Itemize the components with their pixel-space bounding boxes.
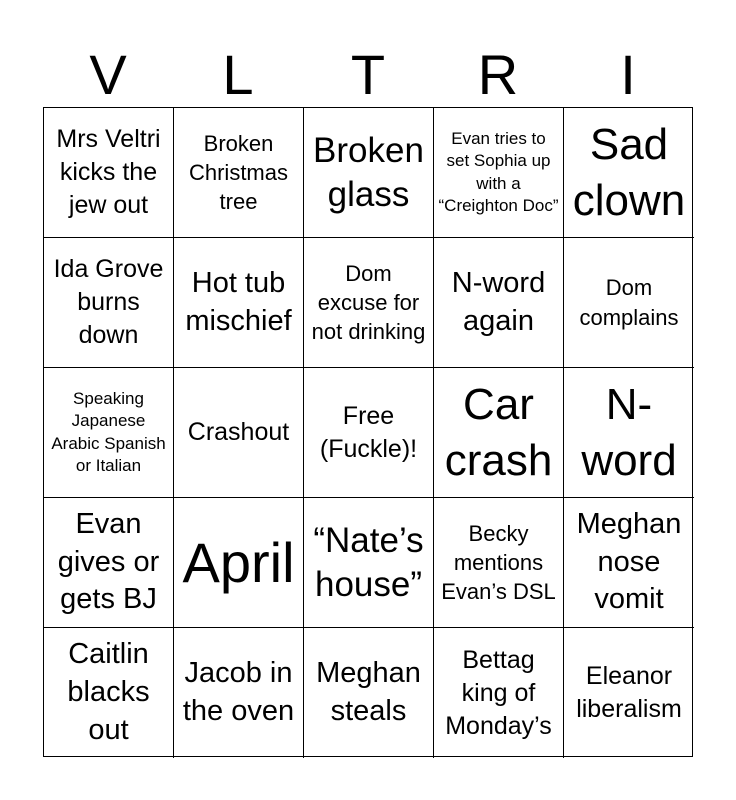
bingo-cell[interactable]	[304, 108, 434, 238]
cell-text: Sad clown	[572, 119, 686, 225]
bingo-cell[interactable]	[174, 498, 304, 628]
cell-text: Evan tries to set Sophia up with a “Creighton Doc”	[438, 129, 559, 215]
bingo-cell[interactable]	[44, 108, 174, 238]
cell-text: Eleanor liberalism	[576, 662, 682, 723]
bingo-cell[interactable]	[564, 368, 694, 498]
bingo-cell[interactable]	[174, 368, 304, 498]
bingo-cell[interactable]	[44, 368, 174, 498]
bingo-cell[interactable]	[44, 238, 174, 368]
header-letter: T	[350, 43, 386, 106]
bingo-cell[interactable]	[304, 498, 434, 628]
cell-text: Broken Christmas tree	[188, 130, 288, 215]
bingo-cell[interactable]	[564, 498, 694, 628]
bingo-cell[interactable]	[564, 628, 694, 758]
cell-text: Evan gives or gets BJ	[57, 507, 160, 616]
cell-text: Bettag king of Monday’s	[445, 645, 552, 740]
cell-text: Meghan nose vomit	[576, 507, 682, 616]
header-letter: I	[620, 43, 636, 106]
cell-text: Broken glass	[313, 130, 424, 214]
bingo-cell[interactable]	[174, 238, 304, 368]
bingo-cell[interactable]	[434, 108, 564, 238]
cell-text: Caitlin blacks out	[67, 638, 150, 746]
bingo-cell[interactable]	[174, 108, 304, 238]
cell-text: Crashout	[187, 418, 290, 446]
bingo-cell[interactable]	[304, 238, 434, 368]
bingo-cell[interactable]	[304, 368, 434, 498]
bingo-cell[interactable]	[434, 238, 564, 368]
header-letter: R	[477, 43, 519, 106]
cell-text: Free (Fuckle)!	[319, 401, 418, 463]
cell-text: N-word again	[451, 266, 546, 337]
bingo-cell[interactable]	[44, 498, 174, 628]
bingo-grid	[43, 107, 693, 757]
cell-text: Dom excuse for not drinking	[311, 260, 426, 345]
cell-text: “Nate’s house”	[313, 520, 424, 604]
bingo-cell[interactable]	[434, 368, 564, 498]
cell-text: Becky mentions Evan’s DSL	[441, 520, 556, 605]
bingo-cell[interactable]	[174, 628, 304, 758]
cell-text: April	[182, 530, 295, 594]
cell-text: Hot tub mischief	[185, 266, 292, 337]
cell-text: Dom complains	[579, 275, 679, 330]
bingo-header	[43, 42, 693, 108]
bingo-cell[interactable]	[434, 628, 564, 758]
bingo-cell[interactable]	[44, 628, 174, 758]
bingo-cell[interactable]	[304, 628, 434, 758]
cell-text: N-word	[581, 379, 677, 485]
cell-text: Speaking Japanese Arabic Spanish or Italian	[51, 389, 166, 475]
header-letter: V	[89, 43, 127, 106]
header-letter: L	[222, 43, 254, 106]
bingo-cell[interactable]	[434, 498, 564, 628]
cell-text: Mrs Veltri kicks the jew out	[56, 125, 161, 219]
cell-text: Car crash	[444, 379, 553, 485]
cell-text: Ida Grove burns down	[53, 255, 164, 349]
cell-text: Jacob in the oven	[182, 657, 295, 727]
bingo-cell[interactable]	[564, 238, 694, 368]
bingo-cell[interactable]	[564, 108, 694, 238]
cell-text: Meghan steals	[316, 657, 421, 727]
